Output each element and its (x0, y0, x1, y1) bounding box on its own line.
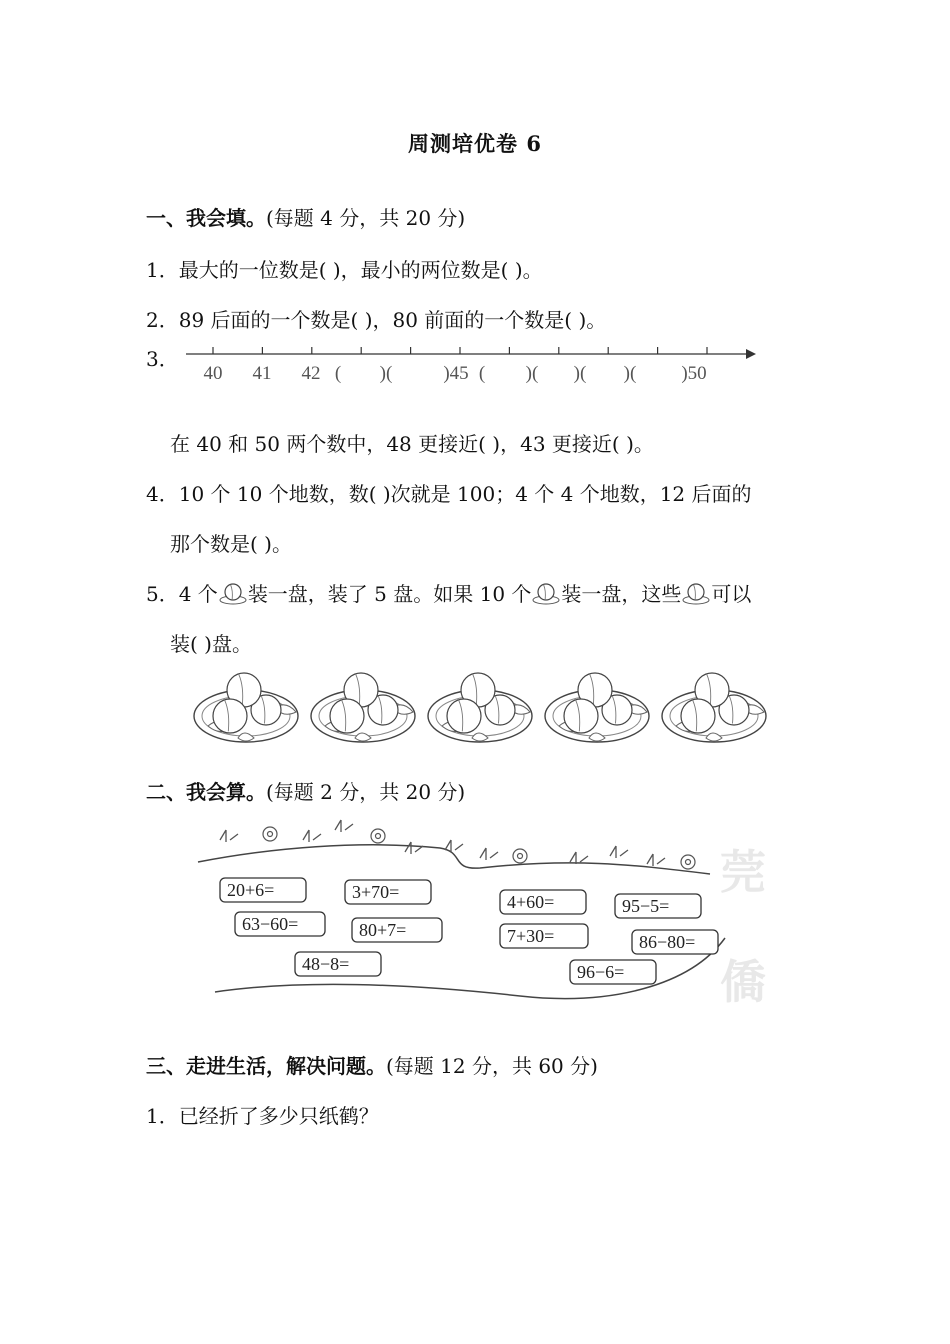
equation-text: 7+30= (507, 926, 555, 946)
number-line-label: 42 (301, 363, 321, 384)
number-line-ticks (213, 347, 707, 354)
number-line-label: )45 (443, 363, 469, 384)
grass-decorations (220, 820, 665, 866)
equation-text: 48−8= (302, 954, 350, 974)
number-line-label: ( (478, 363, 486, 384)
number-line-label: 40 (203, 363, 223, 384)
q5-part2: 装一盘，装了 5 盘。如果 10 个 (247, 582, 532, 606)
equation-box (220, 878, 306, 902)
question-1-1: 1．最大的一位数是( )，最小的两位数是( )。 (146, 258, 543, 282)
equation-text: 3+70= (352, 882, 400, 902)
peach-icon (218, 581, 248, 605)
equation-text: 95−5= (622, 896, 670, 916)
watermark: 莞 (720, 847, 766, 898)
section-3-title: 三、走进生活，解决问题。 (146, 1054, 386, 1078)
section-3-score: (每题 12 分，共 60 分) (386, 1054, 598, 1078)
flower-decorations (263, 827, 695, 869)
equation-box (615, 894, 701, 918)
equation-box (352, 918, 442, 942)
q5-part1: 5．4 个 (146, 582, 218, 606)
page-title: 周测培优卷 6 (408, 131, 542, 156)
ground-line-top (198, 845, 710, 874)
number-line (180, 338, 760, 388)
number-line-label: )50 (681, 363, 707, 384)
equation-text: 63−60= (242, 914, 299, 934)
equation-box (345, 880, 431, 904)
number-line-label: )( (573, 363, 587, 384)
question-1-3-text: 在 40 和 50 两个数中，48 更接近( )，43 更接近( )。 (170, 432, 654, 456)
number-line-label: ( (334, 363, 342, 384)
peach-plates (188, 664, 774, 748)
number-line-arrow (746, 349, 756, 359)
number-line-label: )( (525, 363, 539, 384)
q5-part4: 可以 (711, 582, 752, 606)
equation-text: 86−80= (639, 932, 696, 952)
peach-plate (311, 673, 415, 742)
section-2-heading (146, 776, 465, 805)
equation-text: 80+7= (359, 920, 407, 940)
equation-boxes (220, 878, 718, 984)
equation-garden (190, 818, 766, 1018)
question-1-2: 2．89 后面的一个数是( )，80 前面的一个数是( )。 (146, 308, 607, 332)
equation-box (500, 890, 586, 914)
number-line-labels (204, 363, 707, 384)
equation-box (295, 952, 381, 976)
equation-box (632, 930, 718, 954)
question-1-5-line2: 装( )盘。 (170, 632, 252, 656)
section-1-heading (146, 202, 465, 231)
section-1-title: 一、我会填。 (146, 206, 266, 230)
equation-box (500, 924, 588, 948)
peach-icon (531, 581, 561, 605)
section-2-score: (每题 2 分，共 20 分) (266, 780, 466, 804)
number-line-label: )( (379, 363, 393, 384)
section-1-score: (每题 4 分，共 20 分) (266, 206, 466, 230)
equation-box (235, 912, 325, 936)
section-3-heading (146, 1050, 598, 1079)
peach-plate (662, 673, 766, 742)
question-1-4-line2: 那个数是( )。 (170, 532, 292, 556)
question-3-1: 1．已经折了多少只纸鹤？ (146, 1104, 379, 1128)
peach-plate (428, 673, 532, 742)
equation-text: 96−6= (577, 962, 625, 982)
section-2-title: 二、我会算。 (146, 780, 266, 804)
peach-plate (194, 673, 298, 742)
peach-plate (545, 673, 649, 742)
question-1-5-line1 (146, 578, 751, 607)
peach-icon (681, 581, 711, 605)
question-1-4-line1: 4．10 个 10 个地数，数( )次就是 100；4 个 4 个地数，12 后面的 (146, 482, 752, 506)
equation-text: 20+6= (227, 880, 275, 900)
q5-part3: 装一盘，这些 (561, 582, 682, 606)
question-1-3-number: 3． (146, 347, 179, 371)
equation-box (570, 960, 656, 984)
watermark: 僑 (720, 957, 766, 1008)
equation-text: 4+60= (507, 892, 555, 912)
number-line-label: )( (623, 363, 637, 384)
number-line-label: 41 (252, 363, 272, 384)
